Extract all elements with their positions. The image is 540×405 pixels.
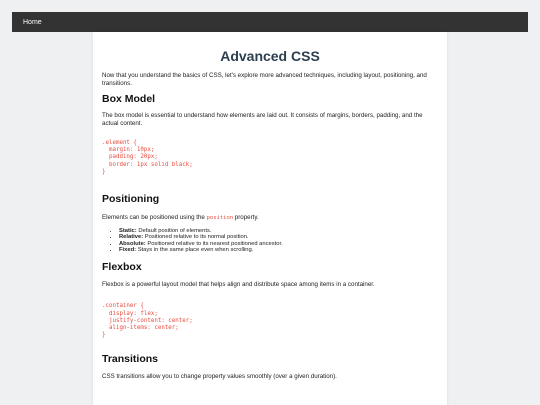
page-title: Advanced CSS — [220, 48, 320, 64]
flexbox-code-block: .container { display: flex; justify-content: center; align-items: center; } — [102, 303, 193, 339]
flexbox-paragraph: Flexbox is a powerful layout model that helps align and distribute space among items in a container. — [102, 280, 375, 288]
list-item-term: Static: — [119, 227, 137, 234]
positioning-paragraph — [102, 214, 438, 223]
intro-paragraph: Now that you understand the basics of CSS, let's explore more advanced techniques, including layout, positioning, and transitions. — [102, 72, 427, 87]
list-item-desc: Positioned relative to its normal position. — [143, 234, 249, 241]
list-item-desc: Positioned relative to its nearest positioned ancestor. — [145, 240, 283, 247]
list-item-term: Absolute: — [119, 240, 146, 247]
positioning-heading: Positioning — [102, 193, 160, 206]
list-item-term: Relative: — [119, 234, 144, 241]
list-item — [119, 228, 438, 235]
list-item — [119, 234, 438, 241]
box-model-code-block: .element { margin: 10px; padding: 20px; border: 1px solid black; } — [102, 140, 193, 175]
nav-home-link[interactable]: Home — [23, 18, 42, 26]
top-navbar — [12, 12, 528, 32]
flexbox-heading: Flexbox — [102, 260, 142, 273]
list-item — [119, 247, 438, 254]
main-content — [93, 32, 447, 405]
box-model-heading: Box Model — [102, 93, 156, 105]
transitions-heading: Transitions — [102, 353, 159, 366]
positioning-text-before: Elements can be positioned using the — [102, 214, 207, 222]
position-inline-code: position — [206, 215, 234, 222]
positioning-text-after: property. — [233, 214, 259, 222]
transitions-paragraph: CSS transitions allow you to change property values smoothly (over a given duration). — [102, 373, 337, 381]
box-model-paragraph: The box model is essential to understand how elements are laid out. It consists of margins, borders, padding, and the actual content. — [102, 112, 423, 127]
list-item-desc: Stays in the same place even when scrolling. — [136, 247, 254, 254]
list-item-term: Fixed: — [119, 247, 137, 254]
list-item-desc: Default position of elements. — [136, 227, 212, 234]
positioning-list — [119, 228, 438, 254]
list-item — [119, 241, 438, 248]
